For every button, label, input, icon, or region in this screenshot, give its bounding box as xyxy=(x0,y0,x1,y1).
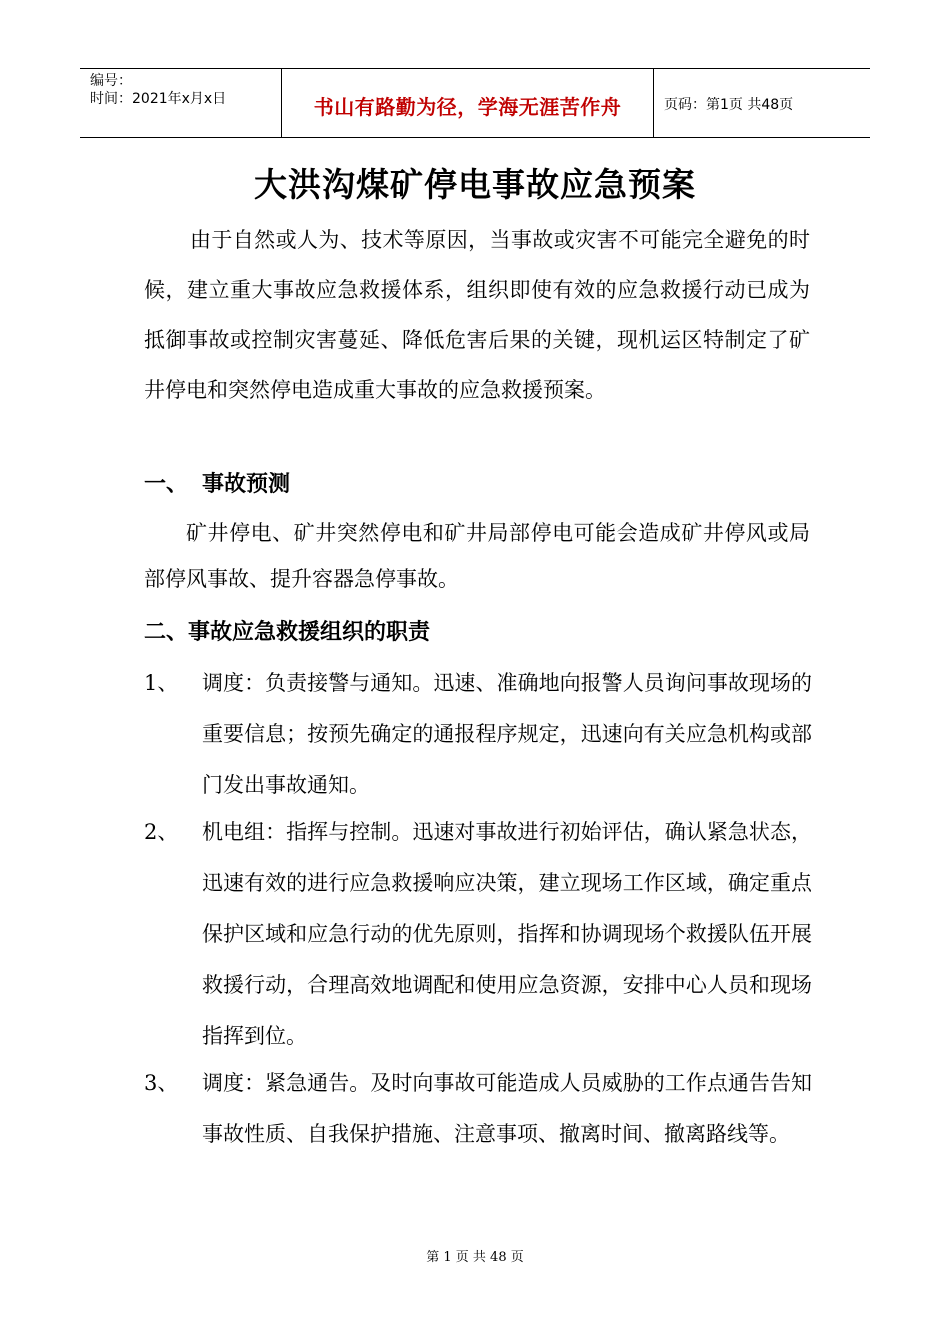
list-item-text: 机电组：指挥与控制。迅速对事故进行初始评估，确认紧急状态，迅速有效的进行应急救援响应决策，建立现场工作区域，确定重点保护区域和应急行动的优先原则，指挥和协调现场个救援队伍开展救援行动，合理高效地调配和使用应急资源，安排中心人员和现场指挥到位。 xyxy=(202,820,812,1048)
header-motto: 书山有路勤为径，学海无涯苦作舟 xyxy=(282,69,654,137)
section-1-paragraph: 矿井停电、矿井突然停电和矿井局部停电可能会造成矿井停风或局部停风事故、提升容器急停事故。 xyxy=(144,521,810,591)
list-item-number: 2、 xyxy=(144,820,179,844)
list-item-number: 3、 xyxy=(144,1071,179,1095)
section-1-title: 事故预测 xyxy=(202,472,291,497)
header-meta xyxy=(80,69,282,137)
list-item xyxy=(144,658,812,811)
list-item-text: 调度：负责接警与通知。迅速、准确地向报警人员询问事故现场的重要信息；按预先确定的通报程序规定，迅速向有关应急机构或部门发出事故通知。 xyxy=(202,671,812,797)
document-number-label: 编号： xyxy=(90,73,132,89)
list-item-number: 1、 xyxy=(144,671,179,695)
document-date-label: 时间：2021年x月x日 xyxy=(90,91,227,107)
page-footer: 第 1 页 共 48 页 xyxy=(426,1250,524,1265)
section-1-number: 一、 xyxy=(144,472,189,497)
list-item-text: 调度：紧急通告。及时向事故可能造成人员威胁的工作点通告告知事故性质、自我保护措施、注意事项、撤离时间、撤离路线等。 xyxy=(202,1071,812,1146)
section-1-heading xyxy=(144,470,290,500)
intro-paragraph: 由于自然或人为、技术等原因，当事故或灾害不可能完全避免的时候，建立重大事故应急救援体系，组织即使有效的应急救援行动已成为抵御事故或控制灾害蔓延、降低危害后果的关键，现机运区特制定了矿井停电和突然停电造成重大事故的应急救援预案。 xyxy=(144,228,810,402)
list-item xyxy=(144,807,812,1062)
header-page-number: 页码：第1页 共48页 xyxy=(664,97,794,113)
section-2-heading: 二、事故应急救援组织的职责 xyxy=(144,620,431,645)
page-header xyxy=(80,68,870,138)
document-title: 大洪沟煤矿停电事故应急预案 xyxy=(254,165,696,204)
list-item xyxy=(144,1058,812,1160)
